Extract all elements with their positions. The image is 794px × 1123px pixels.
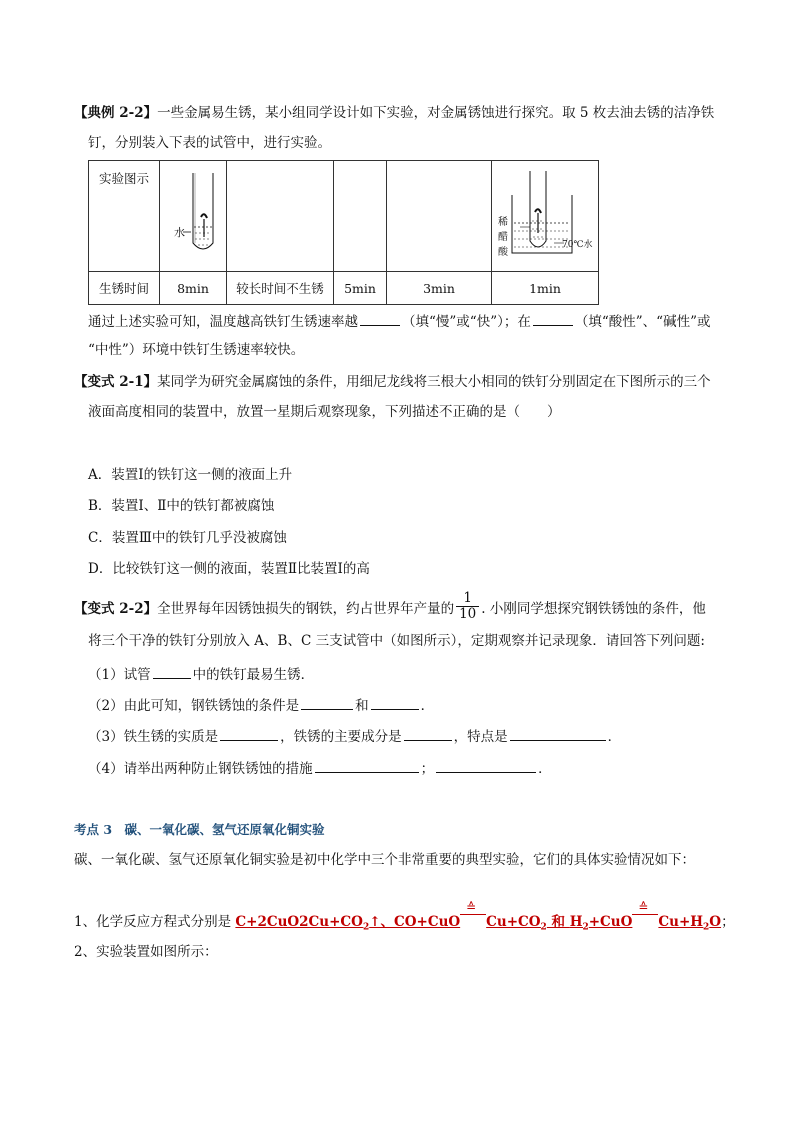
fraction-one-tenth — [456, 591, 479, 622]
example-2-2-line2: 钉，分别装入下表的试管中，进行实验。 — [88, 135, 331, 151]
heat-condition-2 — [632, 900, 658, 926]
blank-q3-2 — [404, 726, 452, 741]
question-2 — [88, 695, 434, 715]
variant-2-2-line1 — [74, 590, 706, 625]
equations-prefix: 1、化学反应方程式分别是 — [74, 914, 236, 930]
heat-symbol-1: ≙ — [466, 900, 477, 914]
acid-char-2: 醋 — [498, 232, 508, 243]
blank-q3-3 — [510, 726, 606, 741]
time-cell-4: 3min — [387, 272, 492, 305]
time-cell-2: 较长时间不生锈 — [227, 272, 334, 305]
equation-carbon — [235, 914, 461, 933]
acid-char-3: 酸 — [498, 247, 508, 258]
fraction-numerator: 1 — [456, 591, 479, 607]
question-1 — [88, 664, 314, 684]
time-cell-5: 1min — [492, 272, 599, 305]
variant-2-1-tag: 【变式 2-1】 — [74, 374, 158, 390]
question-4 — [88, 758, 552, 778]
q1-text-a: （1）试管 — [88, 667, 151, 683]
option-b: B．装置Ⅰ、Ⅱ中的铁钉都被腐蚀 — [88, 498, 275, 514]
q3-text-d: ． — [607, 729, 622, 745]
eq4-text-a: Cu+H — [658, 914, 704, 930]
heat-condition-1 — [460, 900, 486, 926]
eq-and: 和 — [546, 914, 570, 930]
q2-text-a: （2）由此可知，钢铁锈蚀的条件是 — [88, 698, 300, 714]
conclusion-line1 — [88, 311, 710, 331]
blank-q1 — [153, 664, 191, 679]
variant-2-2-tag: 【变式 2-2】 — [74, 601, 158, 617]
eq2-text: Cu+CO — [486, 914, 541, 930]
q3-text-c: ，特点是 — [453, 729, 508, 745]
blank-q3-1 — [220, 726, 278, 741]
beaker-acid-icon — [492, 161, 598, 268]
eq4-subscript: 2 — [703, 922, 710, 933]
q2-text-b: 和 — [355, 698, 369, 714]
variant-2-2-line2: 将三个干净的铁钉分别放入 A、B、C 三支试管中（如图所示），定期观察并记录现象．请回答下列问题: — [88, 633, 705, 649]
blank-speed — [360, 311, 400, 326]
q1-text-b: 中的铁钉最易生锈． — [192, 667, 315, 683]
figure-empty-4 — [387, 161, 492, 272]
blank-q2-1 — [301, 695, 353, 710]
fraction-denominator: 10 — [459, 606, 477, 622]
example-2-2-text1: 一些金属易生锈，某小组同学设计如下实验，对金属锈蚀进行探究。取 5 枚去油去锈的洁净铁 — [157, 105, 715, 121]
equations-line — [74, 900, 735, 937]
question-3 — [88, 726, 621, 746]
test-tube-water-icon — [160, 161, 226, 268]
time-cell-1: 8min — [160, 272, 227, 305]
q4-text-b: ； — [420, 761, 435, 777]
eq3-subscript: 2 — [582, 922, 589, 933]
figure-beaker-acid — [492, 161, 599, 272]
eq2-subscript: 2 — [540, 922, 547, 933]
q2-text-c: ． — [420, 698, 435, 714]
time-cell-3: 5min — [334, 272, 387, 305]
blank-environment — [533, 311, 573, 326]
blank-q4-2 — [436, 758, 536, 773]
example-2-2-tag: 【典例 2-2】 — [74, 105, 158, 121]
eq1-text: C+2CuO2Cu+CO — [235, 914, 363, 930]
acid-char-1: 稀 — [498, 217, 508, 228]
hot-water-label: 70℃水 — [562, 240, 593, 250]
blank-q4-1 — [315, 758, 419, 773]
water-label: 水 — [174, 226, 185, 239]
blank-q2-2 — [371, 695, 419, 710]
equations-end: ； — [721, 914, 735, 930]
variant-2-1-line2: 液面高度相同的装置中，放置一星期后观察现象，下列描述不正确的是（ ） — [88, 404, 561, 420]
eq3-text-b: +CuO — [588, 914, 633, 930]
eq3-text-a: H — [569, 914, 583, 930]
option-a: A．装置Ⅰ的铁钉这一侧的液面上升 — [88, 467, 293, 483]
q3-text-a: （3）铁生锈的实质是 — [88, 729, 219, 745]
eq4-text-b: O — [709, 914, 722, 930]
figure-empty-2 — [227, 161, 334, 272]
variant-2-2-text1a: 全世界每年因锈蚀损失的钢铁，约占世界年产量的 — [157, 601, 455, 617]
eq1-subscript: 2 — [362, 922, 370, 933]
variant-2-1-text1: 某同学为研究金属腐蚀的条件，用细尼龙线将三根大小相同的铁钉分别固定在下图所示的三个 — [157, 374, 711, 390]
item-2-apparatus: 2、实验装置如图所示： — [74, 944, 218, 960]
q4-text-a: （4）请举出两种防止钢铁锈蚀的措施 — [88, 761, 313, 777]
conclusion-text-c: （填“酸性”、“碱性”或 — [574, 314, 711, 330]
q3-text-b: ，铁锈的主要成分是 — [280, 729, 402, 745]
section-3-heading: 考点 3 碳、一氧化碳、氢气还原氧化铜实验 — [74, 822, 325, 837]
eq1-tail: ↑、CO+CuO — [369, 914, 461, 930]
section-3-intro: 碳、一氧化碳、氢气还原氧化铜实验是初中化学中三个非常重要的典型实验，它们的具体实验情况如下： — [74, 852, 695, 868]
variant-2-2-text1b: . 小刚同学想探究钢铁锈蚀的条件，他 — [481, 601, 706, 617]
heat-symbol-2: ≙ — [638, 900, 649, 914]
experiment-table — [88, 160, 599, 305]
variant-2-1-line1 — [74, 373, 711, 391]
equation-h2 — [658, 914, 722, 933]
option-c: C．装置Ⅲ中的铁钉几乎没被腐蚀 — [88, 530, 287, 546]
q4-text-c: ． — [538, 761, 552, 777]
figure-test-tube-water — [160, 161, 227, 272]
conclusion-text-b: （填“慢”或“快”）；在 — [402, 314, 531, 330]
table-row2-label: 生锈时间 — [89, 272, 160, 305]
figure-empty-3 — [334, 161, 387, 272]
option-d: D．比较铁钉这一侧的液面，装置Ⅱ比装置Ⅰ的高 — [88, 561, 370, 577]
conclusion-text-a: 通过上述实验可知，温度越高铁钉生锈速率越 — [88, 314, 358, 330]
equation-co — [486, 914, 633, 933]
conclusion-line2: “中性”）环境中铁钉生锈速率较快。 — [88, 342, 305, 358]
table-row1-label: 实验图示 — [89, 161, 160, 272]
example-2-2-line1 — [74, 104, 714, 122]
